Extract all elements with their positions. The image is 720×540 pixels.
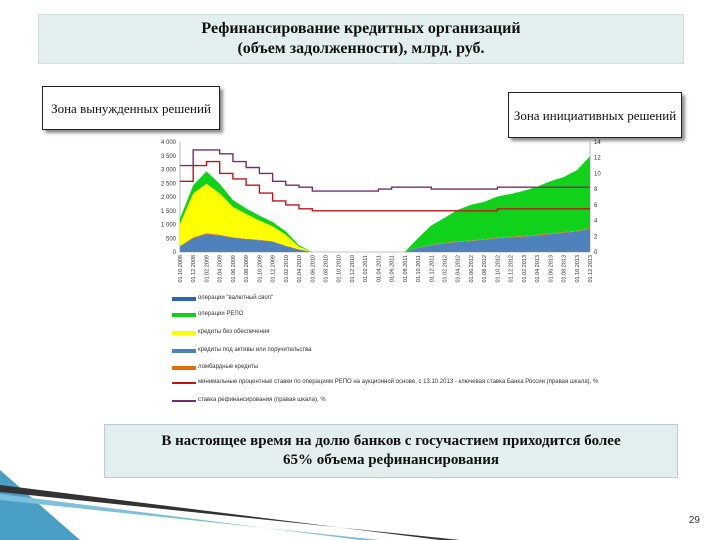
legend-item [172,397,608,404]
legend-label: операции "валютный своп" [198,295,274,301]
x-tick-label: 01.08.2009 [244,255,251,283]
note-line1: В настоящее время на долю банков с госучастием приходится более [161,433,621,449]
note-line2: 65% объема рефинансирования [283,452,499,468]
x-tick-label: 01.10.2008 [178,255,184,283]
y-left-tick-label: 500 [165,236,176,243]
slide-title-box [38,14,684,64]
x-tick-label: 01.06.2012 [468,255,475,283]
legend-item [172,347,608,354]
x-tick-label: 01.04.2013 [535,255,542,283]
page-number: 29 [688,515,700,526]
x-tick-label: 01.10.2012 [495,255,502,283]
x-tick-label: 01.02.2009 [204,255,211,283]
y-right-tick-label: 8 [594,187,598,194]
decorative-stripes [0,430,460,540]
x-tick-label: 01.08.2013 [561,255,568,283]
y-left-tick-label: 1 000 [160,222,176,229]
y-right-tick-label: 4 [594,218,598,225]
x-tick-label: 01.02.2012 [442,255,449,283]
legend-label: минимальные процентные ставки по операциям РЕПО на аукционной основе, с 13.10.2013 - ключевая ставка Банка России (правая шкала), % [198,379,599,385]
x-tick-label: 01.08.2011 [402,255,409,283]
legend-swatch [172,400,196,402]
y-left-tick-label: 2 000 [160,195,176,201]
y-left-tick-label: 4 000 [160,140,176,146]
y-left-tick-label: 3 500 [160,153,176,160]
x-tick-label: 01.10.2010 [336,255,343,283]
x-tick-label: 01.06.2009 [230,255,237,283]
slide-title-line1: Рефинансирование кредитных организаций [201,20,521,37]
x-tick-label: 01.12.2012 [508,255,515,283]
legend-item [172,311,608,318]
x-tick-label: 01.02.2011 [363,255,370,283]
y-right-tick-label: 0 [594,250,598,256]
x-tick-label: 01.12.2008 [191,255,198,283]
x-tick-label: 01.12.2011 [429,255,436,283]
initiative-decisions-zone-text: Зона инициативных решений [513,107,677,123]
legend-item [172,379,608,386]
legend-swatch [172,382,196,384]
legend-label: кредиты под активы или поручительства [198,347,312,353]
x-tick-label: 01.04.2010 [297,255,304,283]
forced-decisions-zone-text: Зона вынужденных решений [51,100,211,116]
x-tick-label: 01.10.2009 [257,255,264,283]
legend-label: операции РЕПО [198,311,244,317]
x-tick-label: 01.10.2011 [416,255,423,283]
x-tick-label: 01.12.2013 [588,255,594,283]
x-tick-label: 01.06.2010 [310,255,317,283]
refinancing-chart [148,136,608,296]
forced-decisions-zone-label [42,86,220,130]
x-tick-label: 01.06.2013 [548,255,555,283]
legend-item [172,329,608,336]
y-right-tick-label: 12 [594,155,601,162]
legend-label: кредиты без обеспечения [198,329,270,335]
x-tick-label: 01.10.2013 [574,255,581,283]
y-right-tick-label: 6 [594,202,598,209]
slide-title-line2: (объем задолженности), млрд. руб. [237,40,485,57]
x-tick-label: 01.04.2011 [376,254,383,283]
legend-item [172,364,608,371]
y-right-tick-label: 2 [594,234,598,241]
x-tick-label: 01.02.2010 [283,255,290,283]
y-left-tick-label: 3 000 [160,167,176,174]
x-tick-label: 01.02.2013 [521,255,528,283]
legend-swatch [172,366,196,370]
initiative-decisions-zone-label [508,92,682,138]
y-left-tick-label: 1 500 [160,208,176,215]
y-right-tick-label: 10 [594,171,601,178]
legend-label: ломбардные кредиты [198,364,259,370]
legend-swatch [172,313,196,317]
legend-swatch [172,349,196,353]
x-tick-label: 01.08.2010 [323,255,330,283]
y-left-tick-label: 2 500 [160,181,176,188]
legend-swatch [172,297,196,301]
rate-line-1 [180,150,590,191]
legend-swatch [172,331,196,335]
y-right-tick-label: 14 [594,140,601,146]
legend-label: ставка рефинансирования (правая шкала), % [198,397,326,403]
x-tick-label: 01.08.2012 [482,255,489,283]
x-tick-label: 01.06.2011 [389,255,396,283]
x-tick-label: 01.04.2012 [455,255,462,283]
y-left-tick-label: 0 [172,250,176,256]
x-tick-label: 01.12.2009 [270,255,277,283]
x-tick-label: 01.04.2009 [217,255,224,283]
legend-item [172,295,608,302]
x-tick-label: 01.12.2010 [349,255,356,283]
